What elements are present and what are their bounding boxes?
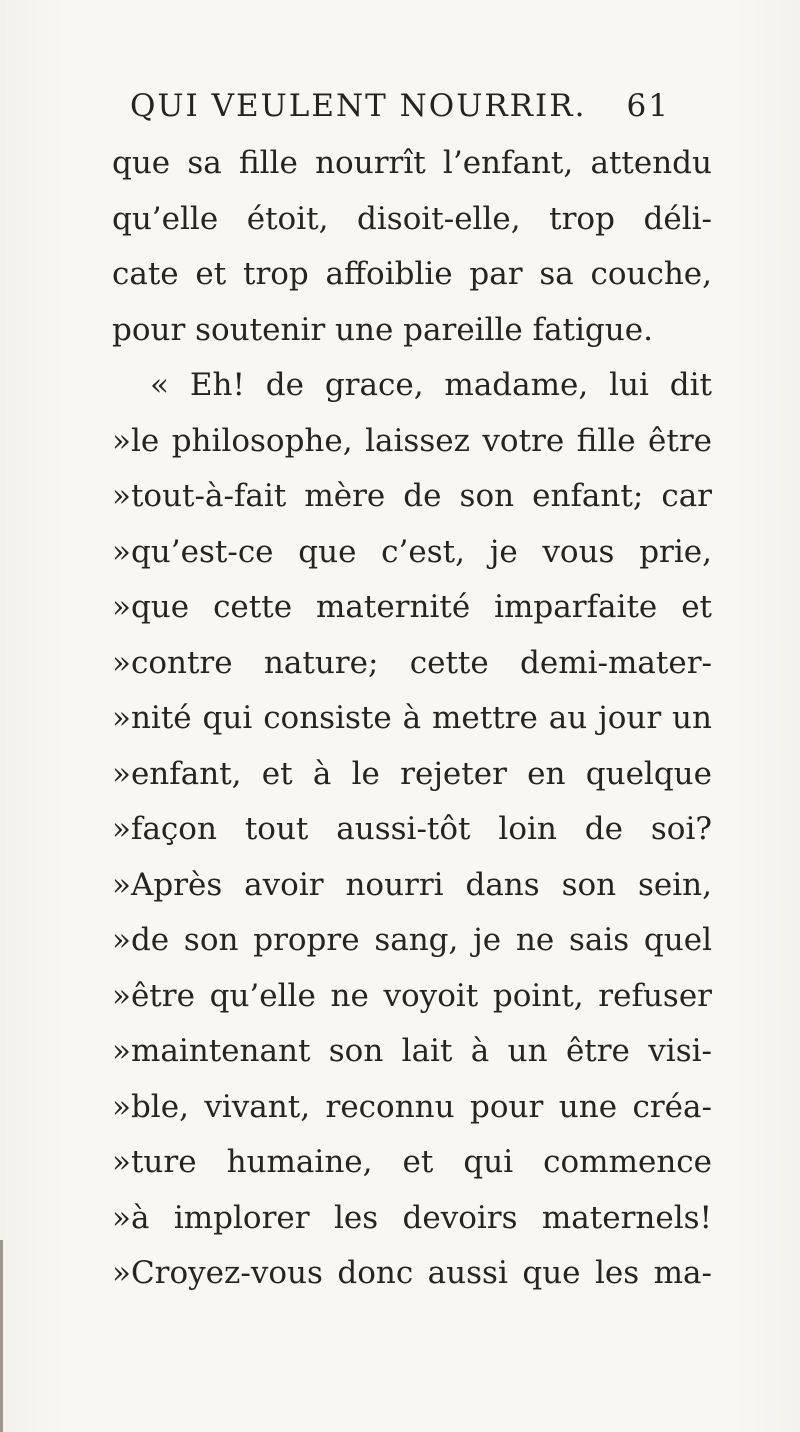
text-line: »façon tout aussi-tôt loin de soi? <box>112 811 712 847</box>
text-line: »contre nature; cette demi-mater- <box>112 644 712 681</box>
text-line: »ture humaine, et qui commence <box>112 1144 712 1180</box>
text-line: qu’elle étoit, disoit-elle, trop déli- <box>112 200 712 237</box>
page-number: 61 <box>626 88 670 124</box>
text-line: »le philosophe, laissez votre fille être <box>112 422 712 459</box>
text-line: que sa fille nourrît l’enfant, attendu <box>112 145 712 181</box>
text-line: »Croyez-vous donc aussi que les ma- <box>112 1255 712 1291</box>
text-line: »être qu’elle ne voyoit point, refuser <box>112 977 712 1014</box>
text-line: »de son propre sang, je ne sais quel <box>112 922 712 958</box>
binding-edge <box>0 1240 3 1432</box>
running-title: QUI VEULENT NOURRIR. <box>130 88 587 124</box>
text-line: »nité qui consiste à mettre au jour un <box>112 700 712 736</box>
text-line: »ble, vivant, reconnu pour une créa- <box>112 1088 712 1125</box>
text-line: »à implorer les devoirs maternels! <box>112 1199 712 1236</box>
text-line: »maintenant son lait à un être visi- <box>112 1033 712 1069</box>
text-line: »enfant, et à le rejeter en quelque <box>112 755 712 792</box>
text-line: « Eh! de grace, madame, lui dit <box>150 367 712 403</box>
body-text <box>112 136 712 1302</box>
running-head <box>130 88 670 132</box>
text-line: »que cette maternité imparfaite et <box>112 589 712 625</box>
text-line: pour soutenir une pareille fatigue. <box>112 311 653 348</box>
text-line: cate et trop affoiblie par sa couche, <box>112 256 712 292</box>
text-line: »tout-à-fait mère de son enfant; car <box>112 478 712 514</box>
text-line: »qu’est-ce que c’est, je vous prie, <box>112 533 712 570</box>
text-line: »Après avoir nourri dans son sein, <box>112 866 712 903</box>
